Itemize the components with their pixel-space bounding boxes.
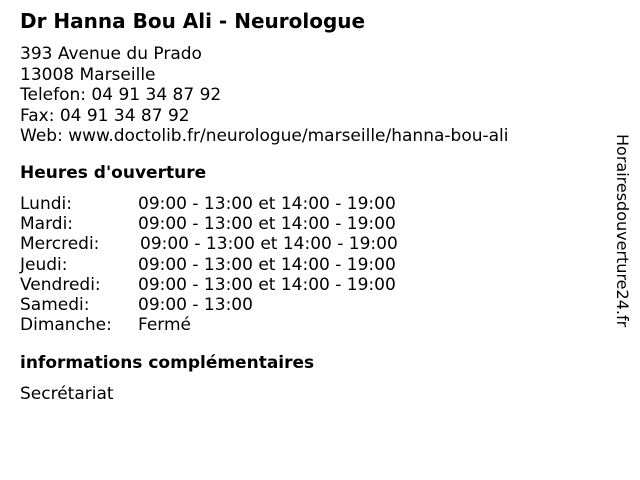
hours-day: Samedi:	[20, 294, 90, 315]
hours-row-wednesday	[20, 234, 440, 254]
hours-day: Vendredi:	[20, 274, 101, 295]
hours-heading: Heures d'ouverture	[20, 163, 207, 183]
hours-row-friday	[20, 275, 440, 295]
hours-row-monday	[20, 194, 440, 214]
hours-day: Lundi:	[20, 194, 72, 214]
hours-time: 09:00 - 13:00 et 14:00 - 19:00	[138, 254, 396, 275]
hours-day: Mercredi:	[20, 234, 100, 255]
hours-time: 09:00 - 13:00 et 14:00 - 19:00	[138, 194, 396, 214]
info-heading: informations complémentaires	[20, 353, 315, 373]
hours-day: Mardi:	[20, 214, 74, 235]
hours-time: 09:00 - 13:00 et 14:00 - 19:00	[138, 214, 396, 235]
hours-day: Jeudi:	[20, 254, 68, 275]
hours-row-thursday	[20, 255, 440, 275]
address-street: 393 Avenue du Prado	[20, 44, 202, 64]
hours-table	[20, 194, 440, 335]
info-text: Secrétariat	[20, 384, 114, 404]
watermark: Horairesdouverture24.fr	[613, 134, 632, 328]
address-fax: Fax: 04 91 34 87 92	[20, 105, 190, 126]
hours-time: 09:00 - 13:00	[138, 294, 253, 315]
hours-row-sunday	[20, 315, 440, 335]
hours-row-tuesday	[20, 214, 440, 234]
hours-day: Dimanche:	[20, 315, 112, 336]
address-web: Web: www.doctolib.fr/neurologue/marseille/hanna-bou-ali	[20, 126, 509, 146]
address-block	[20, 44, 509, 147]
hours-time: Fermé	[138, 315, 192, 336]
address-phone: Telefon: 04 91 34 87 92	[20, 85, 222, 105]
address-city: 13008 Marseille	[20, 64, 156, 85]
hours-time: 09:00 - 13:00 et 14:00 - 19:00	[138, 274, 396, 295]
page-title: Dr Hanna Bou Ali - Neurologue	[20, 9, 366, 33]
hours-row-saturday	[20, 295, 440, 315]
hours-time: 09:00 - 13:00 et 14:00 - 19:00	[140, 234, 398, 255]
